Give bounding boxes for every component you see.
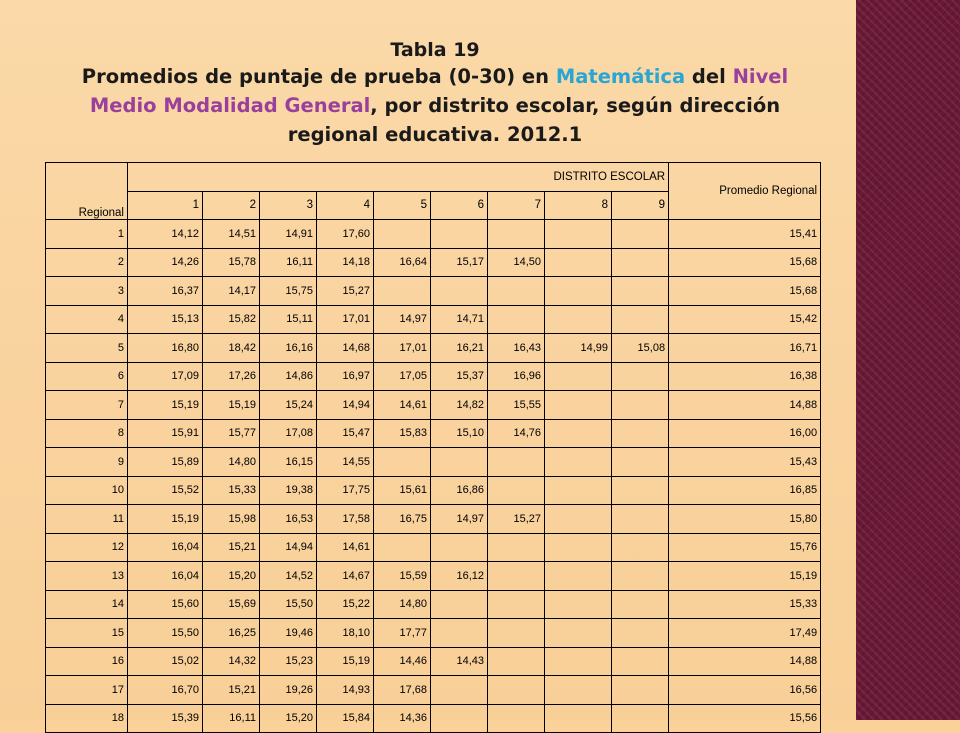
score-cell: 15,84: [317, 704, 374, 733]
average-cell: 15,80: [669, 505, 821, 534]
score-cell: 16,12: [431, 562, 488, 591]
score-cell: [431, 619, 488, 648]
score-cell: 17,75: [317, 476, 374, 505]
score-cell: 16,70: [128, 676, 203, 705]
score-cell: 18,10: [317, 619, 374, 648]
title-text: , por distrito escolar, según dirección: [370, 94, 781, 117]
district-header-3: 3: [260, 191, 317, 220]
score-cell: [374, 220, 431, 249]
average-cell: 15,68: [669, 248, 821, 277]
score-cell: 14,61: [317, 533, 374, 562]
score-cell: [545, 220, 612, 249]
score-cell: 15,69: [203, 590, 260, 619]
average-cell: 15,33: [669, 590, 821, 619]
score-cell: 15,27: [317, 277, 374, 306]
score-cell: 14,91: [260, 220, 317, 249]
title-line-2: [40, 62, 830, 91]
score-cell: 16,15: [260, 448, 317, 477]
score-cell: 16,04: [128, 533, 203, 562]
score-cell: 16,21: [431, 334, 488, 363]
table-row: [46, 590, 821, 619]
score-cell: 15,10: [431, 419, 488, 448]
score-cell: [545, 476, 612, 505]
score-cell: [488, 676, 545, 705]
regional-cell: 3: [46, 277, 128, 306]
score-cell: 16,97: [317, 362, 374, 391]
average-cell: 15,56: [669, 704, 821, 733]
district-group-header: DISTRITO ESCOLAR: [128, 163, 669, 192]
score-cell: [612, 647, 669, 676]
table-row: [46, 476, 821, 505]
score-cell: 16,80: [128, 334, 203, 363]
score-cell: 14,86: [260, 362, 317, 391]
regional-cell: 14: [46, 590, 128, 619]
score-cell: [612, 590, 669, 619]
table-row: [46, 562, 821, 591]
average-cell: 14,88: [669, 391, 821, 420]
score-cell: [545, 362, 612, 391]
score-cell: [431, 448, 488, 477]
score-cell: 15,82: [203, 305, 260, 334]
score-cell: [545, 305, 612, 334]
score-cell: [545, 448, 612, 477]
score-cell: 15,83: [374, 419, 431, 448]
table-body: [46, 220, 821, 733]
score-cell: [545, 619, 612, 648]
score-cell: [545, 248, 612, 277]
score-cell: 14,99: [545, 334, 612, 363]
score-cell: 16,86: [431, 476, 488, 505]
score-cell: 18,42: [203, 334, 260, 363]
average-cell: 16,56: [669, 676, 821, 705]
score-cell: 15,24: [260, 391, 317, 420]
score-cell: 15,13: [128, 305, 203, 334]
score-cell: 15,37: [431, 362, 488, 391]
score-cell: [431, 220, 488, 249]
score-cell: 14,80: [374, 590, 431, 619]
score-cell: [545, 533, 612, 562]
average-cell: 15,43: [669, 448, 821, 477]
table-row: [46, 305, 821, 334]
score-cell: [488, 704, 545, 733]
score-cell: 14,97: [431, 505, 488, 534]
regional-cell: 17: [46, 676, 128, 705]
regional-cell: 12: [46, 533, 128, 562]
average-cell: 17,49: [669, 619, 821, 648]
score-cell: 14,18: [317, 248, 374, 277]
score-cell: 16,64: [374, 248, 431, 277]
score-cell: 14,94: [317, 391, 374, 420]
score-cell: [488, 448, 545, 477]
score-cell: 17,26: [203, 362, 260, 391]
average-cell: 15,42: [669, 305, 821, 334]
score-cell: 16,53: [260, 505, 317, 534]
score-cell: 16,04: [128, 562, 203, 591]
average-cell: 16,38: [669, 362, 821, 391]
table-row: [46, 647, 821, 676]
average-cell: 15,41: [669, 220, 821, 249]
district-header-9: 9: [612, 191, 669, 220]
score-cell: [374, 533, 431, 562]
level-highlight: Nivel: [732, 65, 789, 88]
score-cell: 15,47: [317, 419, 374, 448]
table-row: [46, 419, 821, 448]
slide-title: [40, 38, 830, 149]
score-cell: 15,59: [374, 562, 431, 591]
score-cell: 17,05: [374, 362, 431, 391]
score-cell: 17,09: [128, 362, 203, 391]
score-cell: 14,43: [431, 647, 488, 676]
score-cell: [612, 305, 669, 334]
score-cell: 14,32: [203, 647, 260, 676]
regional-cell: 11: [46, 505, 128, 534]
score-cell: [545, 647, 612, 676]
score-cell: [431, 704, 488, 733]
score-cell: [612, 676, 669, 705]
regional-cell: 18: [46, 704, 128, 733]
score-cell: 14,68: [317, 334, 374, 363]
table-row: [46, 505, 821, 534]
score-cell: 15,11: [260, 305, 317, 334]
score-cell: 15,77: [203, 419, 260, 448]
score-cell: 14,94: [260, 533, 317, 562]
score-cell: 17,68: [374, 676, 431, 705]
score-cell: 19,46: [260, 619, 317, 648]
score-cell: 15,75: [260, 277, 317, 306]
score-cell: 15,52: [128, 476, 203, 505]
score-cell: 17,01: [317, 305, 374, 334]
score-cell: [431, 590, 488, 619]
score-cell: 15,89: [128, 448, 203, 477]
table-row: [46, 533, 821, 562]
table-row: [46, 362, 821, 391]
score-cell: 14,36: [374, 704, 431, 733]
score-cell: 14,76: [488, 419, 545, 448]
regional-column-header: Regional: [46, 163, 128, 220]
score-cell: 15,22: [317, 590, 374, 619]
score-cell: 15,17: [431, 248, 488, 277]
score-cell: [488, 619, 545, 648]
score-cell: 14,26: [128, 248, 203, 277]
regional-cell: 1: [46, 220, 128, 249]
score-cell: 16,11: [203, 704, 260, 733]
title-text: del: [685, 65, 733, 88]
score-cell: 15,33: [203, 476, 260, 505]
average-cell: 16,00: [669, 419, 821, 448]
header-row-group: [46, 163, 821, 192]
score-cell: [488, 476, 545, 505]
score-cell: 17,08: [260, 419, 317, 448]
score-cell: [545, 505, 612, 534]
score-cell: 15,78: [203, 248, 260, 277]
score-cell: 16,75: [374, 505, 431, 534]
table-row: [46, 619, 821, 648]
score-cell: 15,91: [128, 419, 203, 448]
regional-cell: 10: [46, 476, 128, 505]
average-cell: 15,76: [669, 533, 821, 562]
regional-cell: 13: [46, 562, 128, 591]
score-cell: [612, 505, 669, 534]
average-cell: 16,85: [669, 476, 821, 505]
scores-table: [45, 162, 821, 733]
district-header-5: 5: [374, 191, 431, 220]
regional-cell: 2: [46, 248, 128, 277]
score-cell: 16,37: [128, 277, 203, 306]
score-cell: 15,98: [203, 505, 260, 534]
score-cell: 14,52: [260, 562, 317, 591]
score-cell: [374, 277, 431, 306]
district-header-1: 1: [128, 191, 203, 220]
score-cell: [545, 590, 612, 619]
score-cell: 15,61: [374, 476, 431, 505]
score-cell: 14,67: [317, 562, 374, 591]
score-cell: [488, 220, 545, 249]
title-line-3: [40, 91, 830, 120]
title-text: Promedios de puntaje de prueba (0-30) en: [81, 65, 556, 88]
score-cell: 15,55: [488, 391, 545, 420]
score-cell: 16,16: [260, 334, 317, 363]
score-cell: [545, 419, 612, 448]
score-cell: 15,50: [260, 590, 317, 619]
score-cell: [612, 448, 669, 477]
score-cell: 15,50: [128, 619, 203, 648]
score-cell: [431, 277, 488, 306]
score-cell: 14,97: [374, 305, 431, 334]
score-cell: 15,23: [260, 647, 317, 676]
score-cell: 14,61: [374, 391, 431, 420]
score-cell: 15,02: [128, 647, 203, 676]
score-cell: 15,21: [203, 676, 260, 705]
score-cell: [612, 362, 669, 391]
score-cell: [612, 533, 669, 562]
score-cell: 15,20: [203, 562, 260, 591]
score-cell: [612, 476, 669, 505]
table-row: [46, 391, 821, 420]
table-row: [46, 277, 821, 306]
score-cell: 15,20: [260, 704, 317, 733]
regional-cell: 5: [46, 334, 128, 363]
score-cell: 15,60: [128, 590, 203, 619]
score-cell: [545, 562, 612, 591]
score-cell: [545, 676, 612, 705]
score-cell: [431, 533, 488, 562]
table-row: [46, 676, 821, 705]
table-row: [46, 248, 821, 277]
score-cell: 17,60: [317, 220, 374, 249]
score-cell: [488, 305, 545, 334]
score-cell: 17,77: [374, 619, 431, 648]
score-cell: 15,19: [317, 647, 374, 676]
regional-cell: 15: [46, 619, 128, 648]
table-row: [46, 334, 821, 363]
score-cell: 19,26: [260, 676, 317, 705]
average-column-header: Promedio Regional: [669, 163, 821, 220]
score-cell: 14,12: [128, 220, 203, 249]
score-cell: 16,25: [203, 619, 260, 648]
decorative-sidebar: [856, 0, 960, 720]
score-cell: 19,38: [260, 476, 317, 505]
score-cell: [488, 562, 545, 591]
score-cell: 16,96: [488, 362, 545, 391]
average-cell: 15,68: [669, 277, 821, 306]
regional-cell: 6: [46, 362, 128, 391]
district-header-2: 2: [203, 191, 260, 220]
score-cell: 17,58: [317, 505, 374, 534]
district-header-6: 6: [431, 191, 488, 220]
score-cell: [488, 647, 545, 676]
score-cell: 15,19: [203, 391, 260, 420]
score-cell: [488, 590, 545, 619]
score-cell: [612, 619, 669, 648]
title-line-4: regional educativa. 2012.1: [287, 123, 583, 146]
score-cell: [612, 704, 669, 733]
score-cell: 15,39: [128, 704, 203, 733]
score-cell: [545, 704, 612, 733]
regional-cell: 9: [46, 448, 128, 477]
score-cell: [431, 676, 488, 705]
table-row: [46, 220, 821, 249]
score-cell: 16,11: [260, 248, 317, 277]
score-cell: 14,71: [431, 305, 488, 334]
score-cell: 15,19: [128, 505, 203, 534]
average-cell: 14,88: [669, 647, 821, 676]
score-cell: 17,01: [374, 334, 431, 363]
score-cell: [545, 391, 612, 420]
subject-highlight: Matemática: [555, 65, 686, 88]
regional-cell: 16: [46, 647, 128, 676]
level-highlight: Medio Modalidad General: [89, 94, 371, 117]
score-cell: [612, 248, 669, 277]
score-cell: [612, 562, 669, 591]
table-row: [46, 448, 821, 477]
score-cell: 14,93: [317, 676, 374, 705]
score-cell: 14,51: [203, 220, 260, 249]
average-cell: 16,71: [669, 334, 821, 363]
score-cell: 14,46: [374, 647, 431, 676]
score-cell: [374, 448, 431, 477]
score-cell: [545, 277, 612, 306]
score-cell: 14,50: [488, 248, 545, 277]
score-cell: [612, 220, 669, 249]
table-row: [46, 704, 821, 733]
district-header-7: 7: [488, 191, 545, 220]
score-cell: [612, 277, 669, 306]
score-cell: 15,19: [128, 391, 203, 420]
score-cell: 14,80: [203, 448, 260, 477]
table-number: Tabla 19: [390, 39, 480, 61]
score-cell: [612, 391, 669, 420]
regional-cell: 7: [46, 391, 128, 420]
district-header-4: 4: [317, 191, 374, 220]
district-header-8: 8: [545, 191, 612, 220]
score-cell: 14,82: [431, 391, 488, 420]
score-cell: 14,17: [203, 277, 260, 306]
score-cell: 15,08: [612, 334, 669, 363]
score-cell: 14,55: [317, 448, 374, 477]
average-cell: 15,19: [669, 562, 821, 591]
score-cell: 15,27: [488, 505, 545, 534]
score-cell: [612, 419, 669, 448]
score-cell: 15,21: [203, 533, 260, 562]
score-cell: [488, 533, 545, 562]
score-cell: 16,43: [488, 334, 545, 363]
regional-cell: 8: [46, 419, 128, 448]
regional-cell: 4: [46, 305, 128, 334]
score-cell: [488, 277, 545, 306]
